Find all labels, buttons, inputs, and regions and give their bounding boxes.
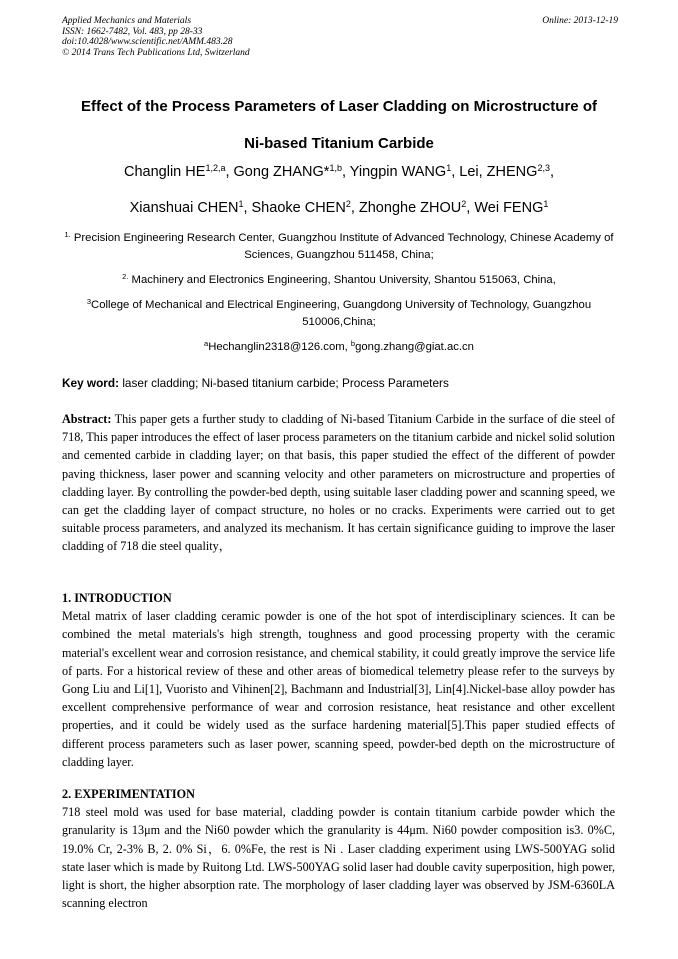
issn-line: ISSN: 1662-7482, Vol. 483, pp 28-33	[62, 26, 203, 37]
email-mark: b	[350, 339, 356, 348]
author-affiliation-mark: 2	[345, 199, 351, 209]
author-name: Zhonghe ZHOU	[358, 200, 462, 216]
doi-line: doi:10.4028/www.scientific.net/AMM.483.28	[62, 37, 233, 47]
author-name: Lei, ZHENG	[459, 164, 538, 180]
affiliation-text: Machinery and Electronics Engineering, Shantou University, Shantou 515063, China,	[131, 274, 556, 286]
section-heading: 1. INTRODUCTION	[62, 591, 172, 605]
author-name: Xianshuai CHEN	[129, 200, 239, 216]
affiliation-1	[50, 230, 628, 264]
abstract-label: Abstract:	[62, 412, 112, 426]
author-name: Changlin HE	[124, 164, 206, 180]
affiliation-3	[50, 297, 628, 331]
author-name: Gong ZHANG*	[233, 164, 330, 180]
author-affiliation-mark: 1	[238, 199, 244, 209]
section-experimentation	[62, 785, 615, 912]
email-mark: a	[204, 339, 209, 348]
affiliation-text: Precision Engineering Research Center, Guangzhou Institute of Advanced Technology, Chinese Academy of Sciences, Guangzhou 511458, China;	[73, 232, 614, 261]
email-address[interactable]: Hechanglin2318@126.com	[208, 341, 345, 353]
author-affiliation-mark: 2	[461, 199, 467, 209]
author-affiliation-mark: 1	[446, 163, 452, 173]
author-line-1: Changlin HE$^{1,2,a}$, Gong ZHANG*$^{1,b}$, Yingpin WANG$^1$, Lei, ZHENG$^{2,3}$,	[124, 163, 554, 180]
author-affiliation-mark: 1	[543, 199, 549, 209]
section-body: Metal matrix of laser cladding ceramic powder is one of the hot spot of interdisciplinary sciences. It can be combined the metal materials's high strength, toughness and good processing property with the ceramic material's excellent wear and corrosion resistance, and chemical stability, it could greatly improve the service life of parts. For a historical review of these and other areas of biomedical telemetry please refer to the surveys by Gong Liu and Li[1], Vuoristo and Vihinen[2], Bachmann and Industrial[3], Lin[4].Nickel-base alloy powder has excellent comprehensive performance of wear and corrosion resistance, heat resistance and other excellent properties, and it could be widely used as the surface hardening material[5].This paper studied effects of different process parameters such as laser power, scanning speed, powder-bed depth on the microstructure of cladding layer.	[62, 609, 615, 769]
online-date: Online: 2013-12-19	[542, 16, 618, 26]
title-line-2: Ni-based Titanium Carbide	[244, 135, 434, 152]
section-introduction	[62, 589, 615, 771]
copyright-line: © 2014 Trans Tech Publications Ltd, Switzerland	[62, 47, 250, 58]
abstract-text: This paper gets a further study to cladding of Ni-based Titanium Carbide in the surface of die steel of 718, This paper introduces the effect of laser process parameters on the titanium carbide and nickel solid solution and cemented carbide in cladding layer; on that basis, this paper studied the effect of the different of powder paving thickness, laser power and scanning velocity and other parameters on microstructure and properties of cladding layer. By controlling the powder-bed depth, using suitable laser cladding power and scanning speed, we can get the cladding layer of compact structure, no holes or no cracks. Experiments were carried out to get suitable process parameters, and analyzed its mechanism. It has certain significance guiding to improve the laser cladding of 718 die steel quality，	[62, 412, 616, 554]
author-list	[40, 154, 638, 226]
section-body: 718 steel mold was used for base material, cladding powder is contain titanium carbide powder which the granularity is 13μm and the Ni60 powder which the granularity is 44μm. Ni60 powder composition is3. 0%C, 19.0% Cr, 2-3% B, 2. 0% Si，6. 0%Fe, the rest is Ni . Laser cladding experiment using LWS-500YAG solid state laser which is made by Ruitong Ltd. LWS-500YAG solid laser had double cavity superposition, high power, light is short, the higher absorption rate. The morphology of laser cladding layer was observed by JSM-6360LA scanning electron	[62, 805, 615, 911]
keywords	[62, 375, 618, 392]
email-line: $^a$Hechanglin2318@126.com, $^b$gong.zhang@giat.ac.cn	[204, 339, 474, 353]
author-name: Wei FENG	[474, 200, 544, 216]
author-affiliation-mark: 2,3	[537, 163, 550, 173]
affiliation-mark: 3	[86, 297, 92, 306]
author-affiliation-mark: 1,b	[329, 163, 342, 173]
journal-header	[62, 16, 618, 58]
title-line-1: Effect of the Process Parameters of Laser Cladding on Microstructure of	[81, 98, 597, 115]
author-name: Yingpin WANG	[349, 164, 447, 180]
abstract	[62, 410, 615, 556]
keywords-label: Key word:	[62, 376, 120, 390]
affiliation-2	[50, 272, 628, 289]
affiliation-mark: 1.	[64, 230, 71, 239]
email-address[interactable]: gong.zhang@giat.ac.cn	[355, 341, 474, 353]
affiliation-mark: 2.	[122, 272, 129, 281]
author-line-2: Xianshuai CHEN$^1$, Shaoke CHEN$^2$, Zhonghe ZHOU$^2$, Wei FENG$^1$	[129, 199, 549, 216]
author-affiliation-mark: 1,2,a	[205, 163, 226, 173]
journal-name: Applied Mechanics and Materials	[62, 16, 192, 26]
affiliation-text: College of Mechanical and Electrical Engineering, Guangdong University of Technology, Guangzhou 510006,China;	[91, 299, 592, 328]
keywords-text: laser cladding; Ni-based titanium carbide; Process Parameters	[122, 376, 449, 390]
paper-title	[40, 88, 638, 162]
section-heading: 2. EXPERIMENTATION	[62, 787, 195, 801]
author-name: Shaoke CHEN	[251, 200, 346, 216]
